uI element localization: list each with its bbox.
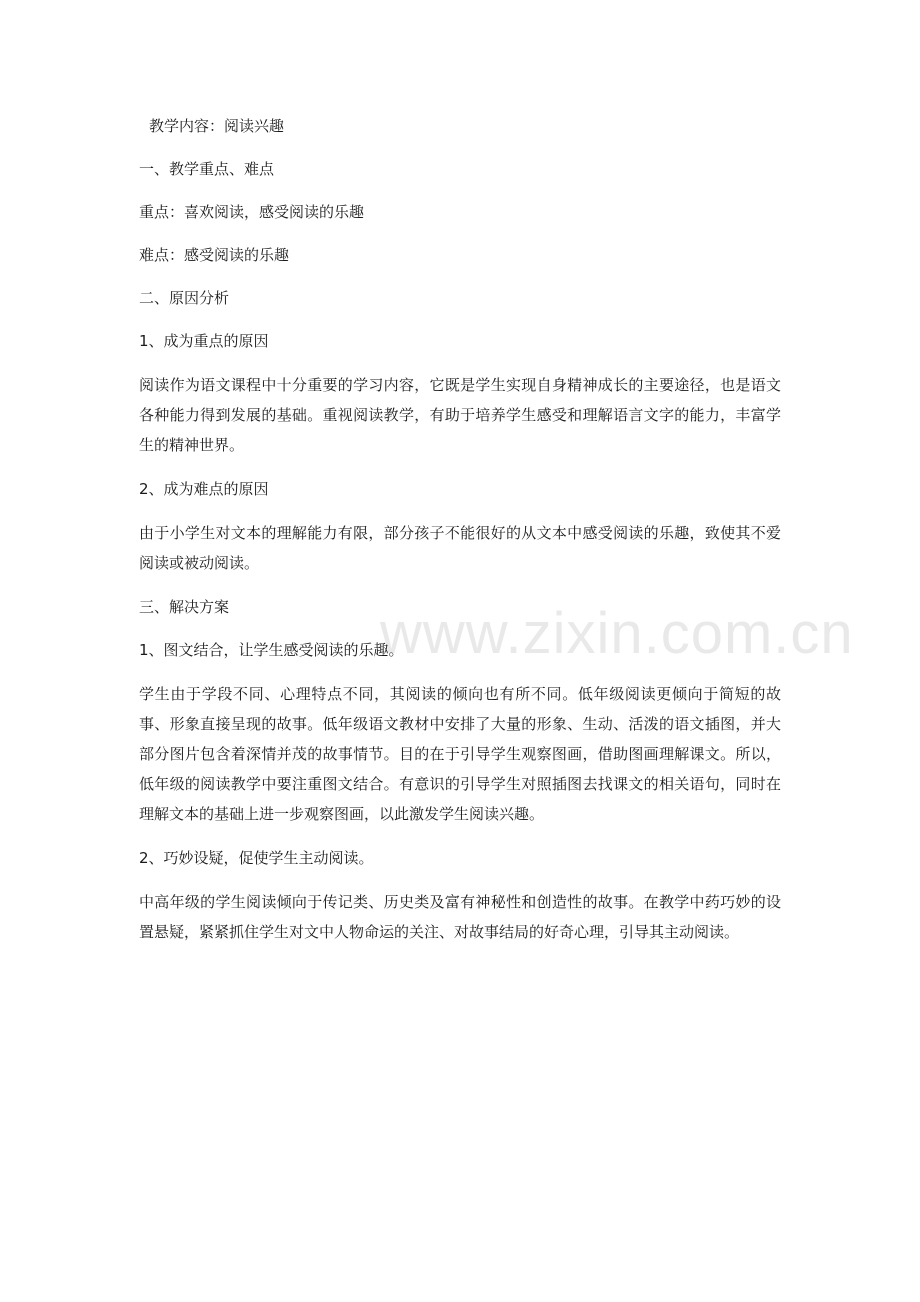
solution-paragraph-2: 中高年级的学生阅读倾向于传记类、历史类及富有神秘性和创造性的故事。在教学中药巧妙的设置悬疑，紧紧抓住学生对文中人物命运的关注、对故事结局的好奇心理，引导其主动阅读。 xyxy=(139,893,781,941)
reason-paragraph-2: 由于小学生对文本的理解能力有限，部分孩子不能很好的从文本中感受阅读的乐趣，致使其不爱阅读或被动阅读。 xyxy=(139,524,781,572)
reason-heading-2: 2、成为难点的原因 xyxy=(139,480,269,498)
document-body xyxy=(139,112,781,962)
section-heading-1: 一、教学重点、难点 xyxy=(139,160,275,178)
section-heading-2: 二、原因分析 xyxy=(139,289,230,307)
watermark: www.zixin.com.cn xyxy=(380,601,854,666)
solution-paragraph-1: 学生由于学段不同、心理特点不同，其阅读的倾向也有所不同。低年级阅读更倾向于简短的故事、形象直接呈现的故事。低年级语文教材中安排了大量的形象、生动、活泼的语文插图，并大部分图片包含着深情并茂的故事情节。目的在于引导学生观察图画，借助图画理解课文。所以，低年级的阅读教学中要注重图文结合。有意识的引导学生对照插图去找课文的相关语句，同时在理解文本的基础上进一步观察图画，以此激发学生阅读兴趣。 xyxy=(139,685,781,823)
key-point: 重点：喜欢阅读，感受阅读的乐趣 xyxy=(139,203,365,221)
reason-heading-1: 1、成为重点的原因 xyxy=(139,332,269,350)
difficult-point: 难点：感受阅读的乐趣 xyxy=(139,246,290,264)
solution-heading-1: 1、图文结合，让学生感受阅读的乐趣。 xyxy=(139,641,404,659)
section-heading-3: 三、解决方案 xyxy=(139,598,230,616)
reason-paragraph-1: 阅读作为语文课程中十分重要的学习内容，它既是学生实现自身精神成长的主要途径，也是语文各种能力得到发展的基础。重视阅读教学，有助于培养学生感受和理解语言文字的能力，丰富学生的精神世界。 xyxy=(139,376,781,454)
solution-heading-2: 2、巧妙设疑，促使学生主动阅读。 xyxy=(139,849,374,867)
document-title: 教学内容：阅读兴趣 xyxy=(149,117,285,135)
